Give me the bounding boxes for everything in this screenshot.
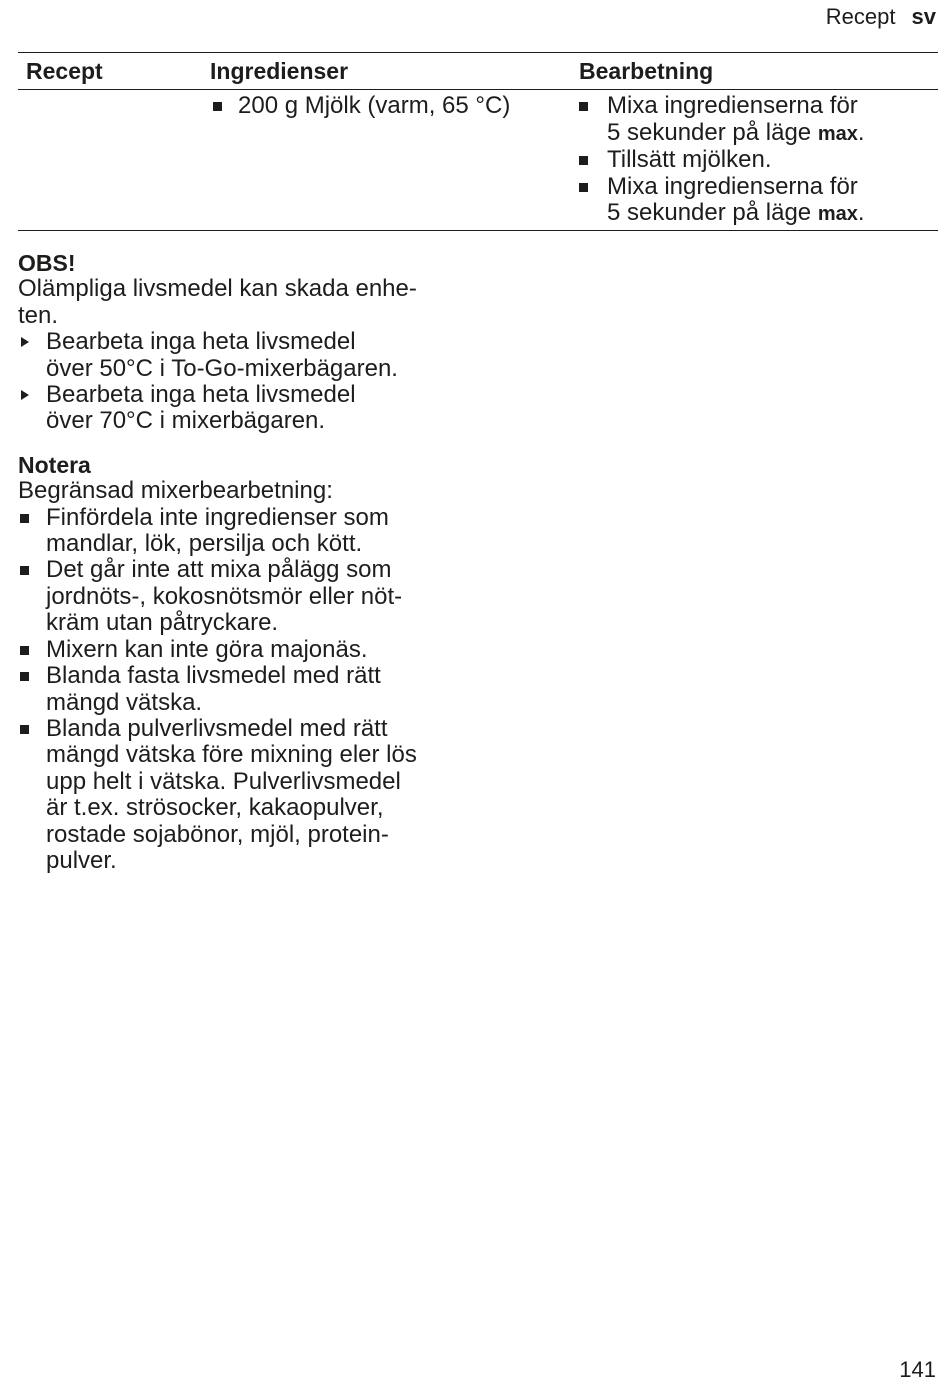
notera-item-line: Det går inte att mixa pålägg som (46, 556, 392, 584)
arrow-bullet-icon (21, 390, 29, 400)
obs-item-line: Bearbeta inga heta livsmedel (46, 381, 356, 409)
header-section-title: Recept (825, 4, 896, 29)
square-bullet-icon (213, 102, 222, 111)
square-bullet-icon (579, 102, 588, 111)
header-language-code: sv (911, 4, 936, 29)
square-bullet-icon (579, 183, 588, 192)
obs-item-line: över 50°C i To-Go-mixerbägaren. (46, 354, 398, 382)
square-bullet-icon (20, 646, 29, 655)
obs-list (18, 329, 468, 435)
square-bullet-icon (20, 672, 29, 681)
square-bullet-icon (20, 566, 29, 575)
notera-item-line: Blanda fasta livsmedel med rätt (46, 662, 381, 690)
square-bullet-icon (579, 156, 588, 165)
notera-item-line: rostade sojabönor, mjöl, protein- (46, 820, 389, 848)
processing-cell (577, 93, 938, 228)
step-item (579, 147, 938, 174)
notera-item-line: kräm utan påtryckare. (46, 609, 279, 637)
ingredients-cell (208, 93, 577, 228)
notera-item-line: upp helt i vätska. Pulverlivsmedel (46, 767, 401, 795)
ingredients-list (210, 93, 577, 120)
notera-item-line: Finfördela inte ingredienser som (46, 503, 389, 531)
notera-intro: Begränsad mixerbearbetning: (18, 477, 333, 505)
step-item (579, 174, 938, 228)
obs-heading: OBS! (18, 250, 76, 276)
processing-steps-list (579, 93, 938, 228)
notera-block (18, 452, 468, 875)
notera-item (18, 637, 468, 663)
notera-item (18, 663, 468, 716)
table-header-row (18, 53, 938, 90)
step-setting: max (817, 122, 858, 145)
recipe-cell (18, 93, 208, 228)
recipe-table (18, 52, 938, 231)
obs-item-line: över 70°C i mixerbägaren. (46, 407, 326, 435)
notera-item (18, 716, 468, 874)
step-line: 5 sekunder på läge max. (607, 199, 865, 226)
notera-item-line: mängd vätska. (46, 688, 203, 716)
obs-block (18, 250, 468, 435)
obs-intro-line: Olämpliga livsmedel kan skada enhe- (18, 275, 417, 303)
notera-item-line: Mixern kan inte göra majonäs. (46, 635, 368, 663)
column-header-processing: Bearbetning (579, 57, 714, 84)
notera-item-line: Blanda pulverlivsmedel med rätt (46, 714, 388, 742)
obs-intro-line: ten. (18, 301, 59, 329)
notera-item (18, 557, 468, 636)
step-line: 5 sekunder på läge max. (607, 118, 865, 146)
step-line: Tillsätt mjölken. (607, 146, 772, 173)
notera-heading: Notera (18, 451, 91, 478)
arrow-bullet-icon (21, 337, 29, 347)
notera-item (18, 505, 468, 558)
square-bullet-icon (20, 514, 29, 523)
obs-item (18, 329, 468, 382)
notera-item-line: mängd vätska före mixning eler lös (46, 741, 417, 769)
obs-item-line: Bearbeta inga heta livsmedel (46, 328, 356, 356)
obs-intro (18, 276, 468, 329)
table-row (18, 90, 938, 230)
obs-item (18, 382, 468, 435)
step-setting: max (817, 203, 858, 225)
step-line: Mixa ingredienserna för (607, 92, 858, 119)
page-header (826, 4, 936, 30)
ingredient-item (210, 93, 577, 120)
step-item (579, 93, 938, 147)
notera-item-line: pulver. (46, 846, 117, 874)
notera-item-line: jordnöts-, kokosnötsmör eller nöt- (46, 582, 403, 610)
column-header-ingredients: Ingredienser (210, 57, 349, 84)
column-header-recipe: Recept (26, 57, 103, 84)
notera-item-line: mandlar, lök, persilja och kött. (46, 530, 363, 558)
notera-list (18, 505, 468, 875)
notes-section (18, 250, 468, 874)
page-number: 141 (899, 1357, 936, 1382)
square-bullet-icon (20, 725, 29, 734)
ingredient-text: 200 g Mjölk (varm, 65 °C) (238, 92, 511, 119)
step-line: Mixa ingredienserna för (607, 172, 858, 200)
notera-item-line: är t.ex. strösocker, kakaopulver, (46, 794, 384, 822)
